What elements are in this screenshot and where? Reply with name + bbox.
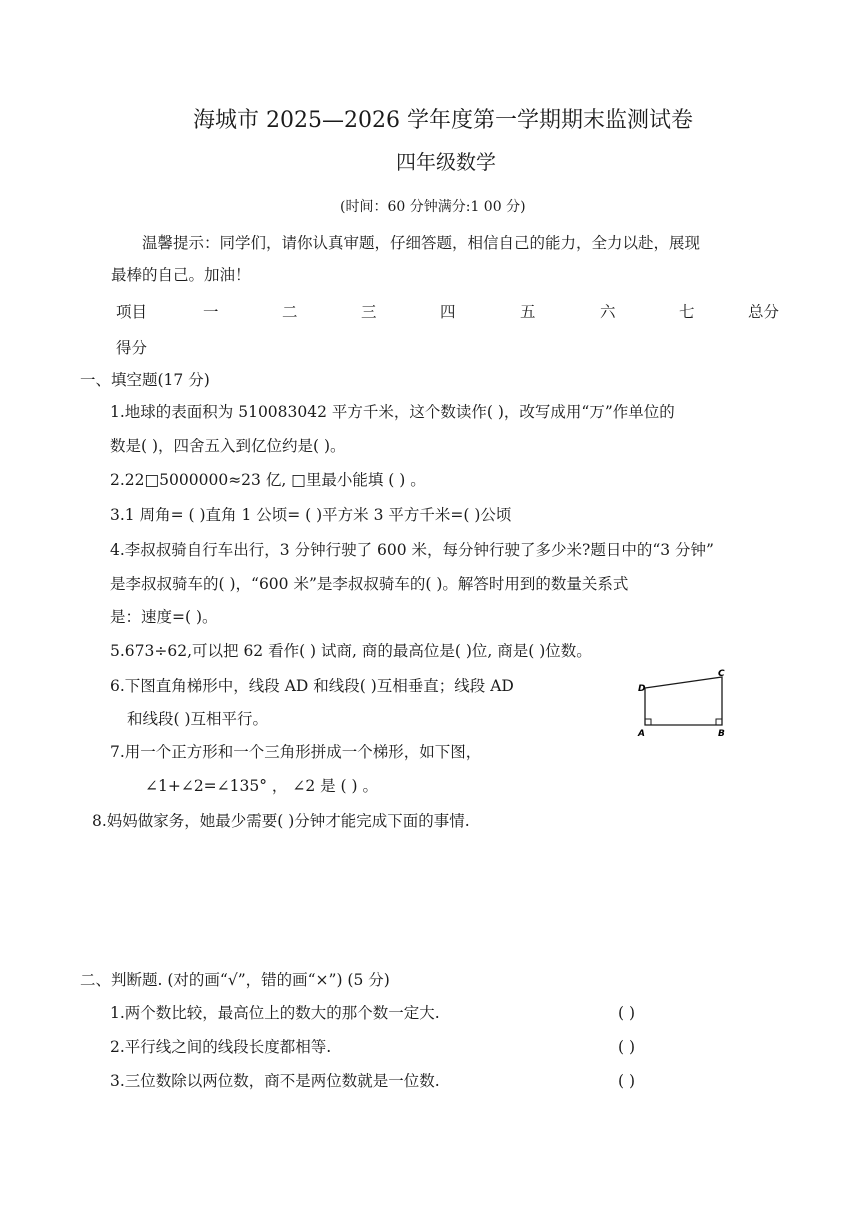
q4-line-2: 是李叔叔骑车的( )，“600 米”是李叔叔骑车的( )。解答时用到的数量关系式	[110, 575, 629, 593]
q1-line-2: 数是( )，四舍五入到亿位约是( )。	[110, 437, 346, 455]
q3: 3.1 周角= ( )直角 1 公顷= ( )平方米 3 平方千米=( )公顷	[110, 506, 512, 524]
q8: 8.妈妈做家务，她最少需要( )分钟才能完成下面的事情.	[92, 812, 470, 830]
score-header-3: 三	[361, 303, 377, 321]
trapezoid-figure	[632, 668, 742, 740]
score-header-total: 总分	[748, 303, 780, 321]
judge-item-3-answer[interactable]: ( )	[618, 1072, 636, 1090]
vertex-label-a: A	[638, 729, 645, 739]
score-header-5: 五	[520, 303, 536, 321]
q2: 2.22□5000000≈23 亿, □里最小能填 ( ) 。	[110, 471, 426, 489]
judge-item-2-text: 2.平行线之间的线段长度都相等.	[110, 1038, 332, 1056]
right-angle-mark-a	[645, 719, 651, 725]
q6-line-2: 和线段( )互相平行。	[127, 710, 269, 728]
vertex-label-c: C	[718, 669, 725, 679]
q1-line-1: 1.地球的表面积为 510083042 平方千米，这个数读作( )，改写成用“万”作单位的	[110, 403, 675, 421]
judge-item-3-text: 3.三位数除以两位数，商不是两位数就是一位数.	[110, 1072, 440, 1090]
judge-item-1-answer[interactable]: ( )	[618, 1004, 636, 1022]
section-2-heading: 二、判断题. (对的画“√”，错的画“×”) (5 分)	[80, 971, 390, 989]
judge-item-2-answer[interactable]: ( )	[618, 1038, 636, 1056]
tip-line-1: 温馨提示：同学们，请你认真审题，仔细答题，相信自己的能力，全力以赴，展现	[142, 234, 701, 252]
q4-line-1: 4.李叔叔骑自行车出行，3 分钟行驶了 600 米，每分钟行驶了多少米?题日中的“3 分钟”	[110, 541, 714, 559]
q7-line-2: ∠1+∠2=∠135° ， ∠2 是 ( ) 。	[145, 777, 378, 795]
vertex-label-b: B	[718, 729, 725, 739]
q7-line-1: 7.用一个正方形和一个三角形拼成一个梯形，如下图，	[110, 743, 482, 761]
section-1-heading: 一、填空题(17 分)	[80, 371, 210, 389]
time-note: (时间：60 分钟满分:1 00 分)	[340, 199, 526, 215]
tip-line-2: 最棒的自己。加油！	[111, 266, 251, 284]
right-angle-mark-b	[716, 719, 722, 725]
score-header-6: 六	[600, 303, 616, 321]
exam-subtitle: 四年级数学	[396, 150, 496, 174]
judge-item-1-text: 1.两个数比较，最高位上的数大的那个数一定大.	[110, 1004, 440, 1022]
vertex-label-d: D	[638, 684, 646, 694]
q4-line-3: 是：速度=( )。	[110, 608, 218, 626]
score-header-item: 项目	[116, 303, 148, 321]
score-header-7: 七	[679, 303, 695, 321]
q5: 5.673÷62,可以把 62 看作( ) 试商, 商的最高位是( )位, 商是( )位数。	[110, 642, 592, 660]
score-header-2: 二	[282, 303, 298, 321]
score-header-1: 一	[203, 303, 219, 321]
trapezoid-shape	[645, 677, 722, 725]
q6-line-1: 6.下图直角梯形中，线段 AD 和线段( )互相垂直；线段 AD	[110, 677, 514, 695]
score-header-4: 四	[440, 303, 456, 321]
score-row-label: 得分	[116, 339, 148, 357]
exam-title: 海城市 2025—2026 学年度第一学期期末监测试卷	[193, 108, 693, 133]
